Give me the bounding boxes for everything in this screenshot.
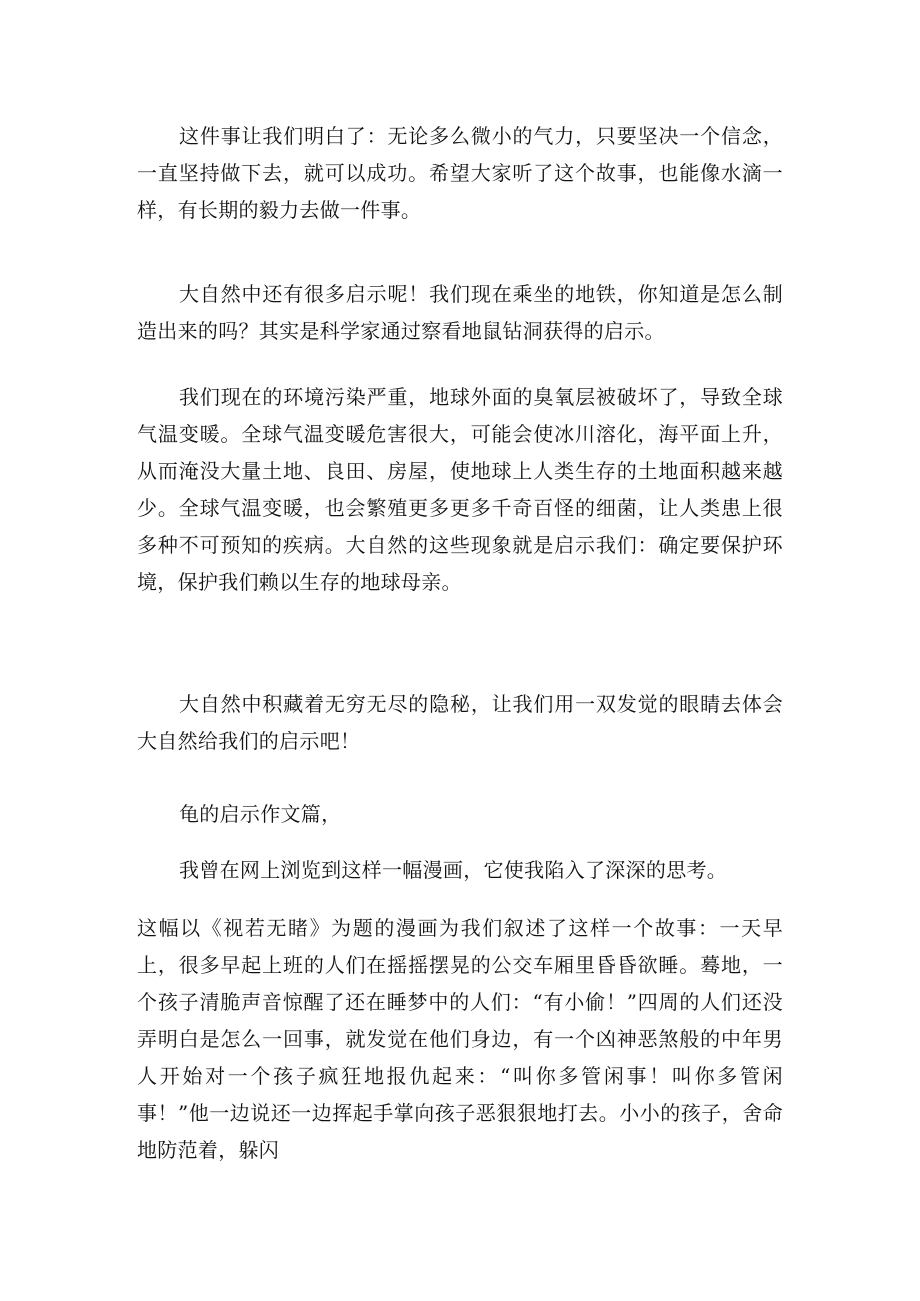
- paragraph-lesson: 这件事让我们明白了：无论多么微小的气力，只要坚决一个信念，一直坚持做下去，就可以成功。希望大家听了这个故事，也能像水滴一样，有长期的毅力去做一件事。: [137, 124, 783, 222]
- section-heading: 龟的启示作文篇，: [179, 802, 342, 826]
- paragraph-subway: 大自然中还有很多启示呢！我们现在乘坐的地铁，你知道是怎么制造出来的吗？其实是科学家通过察看地鼠钻洞获得的启示。: [137, 282, 783, 343]
- paragraph-environment: 我们现在的环境污染严重，地球外面的臭氧层被破坏了，导致全球气温变暖。全球气温变暖危害很大，可能会使冰川溶化，海平面上升，从而淹没大量土地、良田、房屋，使地球上人类生存的土地面积越来越少。全球气温变暖，也会繁殖更多更多千奇百怪的细菌，让人类患上很多种不可预知的疾病。大自然的这些现象就是启示我们：确定要保护环境，保护我们赖以生存的地球母亲。: [137, 385, 783, 594]
- paragraph-comic-story: 这幅以《视若无睹》为题的漫画为我们叙述了这样一个故事：一天早上，很多早起上班的人们在摇摇摆晃的公交车厢里昏昏欲睡。蓦地，一个孩子清脆声音惊醒了还在睡梦中的人们：“有小偷！”四周的人们还没弄明白是怎么一回事，就发觉在他们身边，有一个凶神恶煞般的中年男人开始对一个孩子疯狂地报仇起来：“叫你多管闲事！叫你多管闲事！”他一边说还一边挥起手掌向孩子恶狠狠地打去。小小的孩子，舍命地防范着，躲闪: [137, 916, 783, 1162]
- paragraph-comic-intro: 我曾在网上浏览到这样一幅漫画，它使我陷入了深深的思考。: [179, 858, 728, 882]
- paragraph-nature-secrets: 大自然中积藏着无穷无尽的隐秘，让我们用一双发觉的眼睛去体会大自然给我们的启示吧！: [137, 692, 783, 753]
